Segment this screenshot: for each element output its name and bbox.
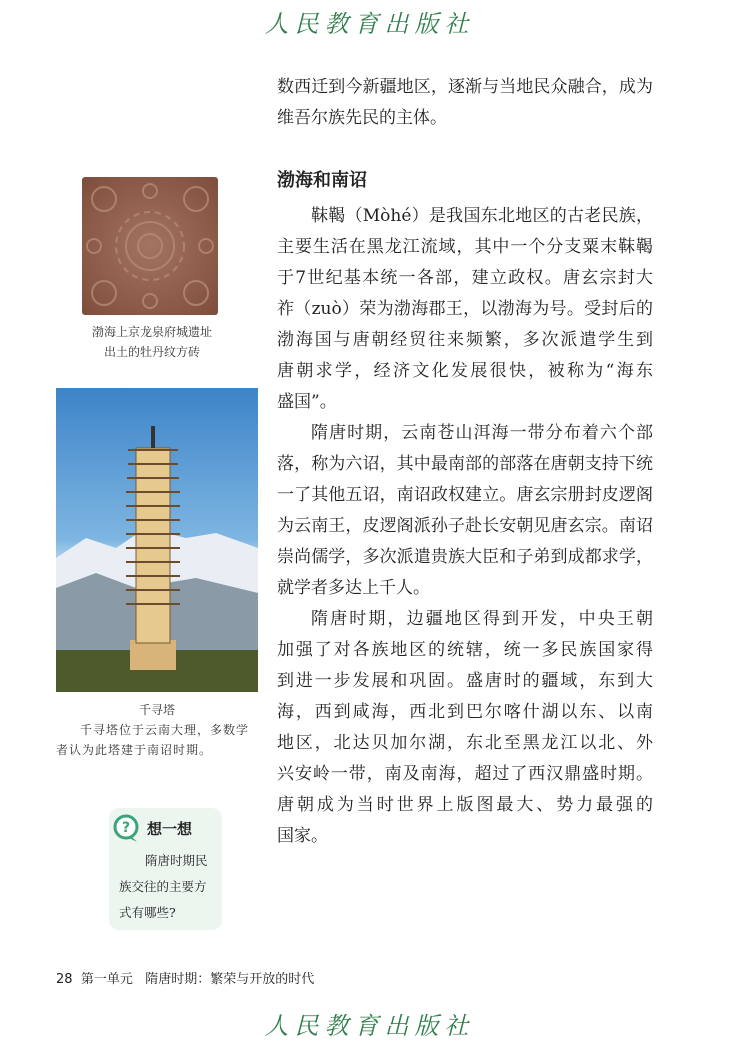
section-title: 渤海和南诏 [277,170,367,191]
body-text [277,201,653,852]
brick-caption-line: 渤海上京龙泉府城遗址 [91,325,212,339]
text-line: 加强了对各族地区的统辖，统一多民族国家得 [277,640,653,660]
text-line: 国家。 [277,826,328,846]
think-box-title: 想一想 [147,820,193,838]
text-line: 唐朝成为当时世界上版图最大、势力最强的 [277,795,653,815]
text-line: 落，称为六诏，其中最南部的部落在唐朝支持下统 [277,454,653,474]
qianxun-pagoda-photo [56,388,258,692]
text-line: 靺鞨（Mòhé）是我国东北地区的古老民族， [311,206,653,226]
text-line: 一了其他五诏，南诏政权建立。唐玄宗册封皮逻阁 [277,485,653,505]
text-line: 维吾尔族先民的主体。 [277,108,447,128]
text-line: 隋唐时期，边疆地区得到开发，中央王朝 [311,609,653,629]
pagoda-caption-text: 千寻塔位于云南大理，多数学者认为此塔建于南诏时期。 [56,723,250,757]
brick-caption-line: 出土的牡丹纹方砖 [103,345,200,359]
pagoda-caption [56,700,258,760]
question-bubble-icon [113,814,141,844]
text-line: 为云南王，皮逻阁派孙子赴长安朝见唐玄宗。南诏 [277,516,653,536]
text-line: 盛国”。 [277,392,337,412]
page-number: 28 [56,972,73,987]
brick-caption [87,322,217,362]
publisher-logo: 人民教育出版社 [264,1012,475,1040]
unit-title: 隋唐时期：繁荣与开放的时代 [145,972,315,987]
paragraph [277,418,653,604]
intro-text [277,72,653,134]
think-box-question: 隋唐时期民族交往的主要方式有哪些? [119,853,208,920]
svg-text:?: ? [121,820,131,836]
text-line: 就学者多达上千人。 [277,578,430,598]
text-line: 数西迁到今新疆地区，逐渐与当地民众融合，成为 [277,77,653,97]
publisher-logo: 人民教育出版社 [264,10,475,38]
peony-brick-image [82,177,218,315]
text-line: 主要生活在黑龙江流域，其中一个分支粟末靺鞨 [277,237,653,257]
think-box [109,808,222,930]
unit-label: 第一单元 [80,972,133,987]
paragraph [277,201,653,418]
text-line: 海，西到咸海，西北到巴尔喀什湖以东、以南 [277,702,653,722]
pagoda-caption-title: 千寻塔 [138,703,175,717]
text-line: 唐朝求学，经济文化发展很快，被称为“海东 [277,361,653,381]
text-line: 隋唐时期，云南苍山洱海一带分布着六个部 [311,423,653,443]
text-line: 于7世纪基本统一各部，建立政权。唐玄宗封大 [277,268,653,288]
text-line: 到进一步发展和巩固。盛唐时的疆域，东到大 [277,671,653,691]
paragraph [277,604,653,852]
text-line: 崇尚儒学，多次派遣贵族大臣和子弟到成都求学， [277,547,653,567]
text-line: 兴安岭一带，南及南海，超过了西汉鼎盛时期。 [277,764,653,784]
text-line: 祚（zuò）荣为渤海郡王，以渤海为号。受封后的 [277,299,653,319]
page-footer [56,968,314,987]
text-line: 渤海国与唐朝经贸往来频繁，多次派遣学生到 [277,330,653,350]
text-line: 地区，北达贝加尔湖，东北至黑龙江以北、外 [277,733,653,753]
